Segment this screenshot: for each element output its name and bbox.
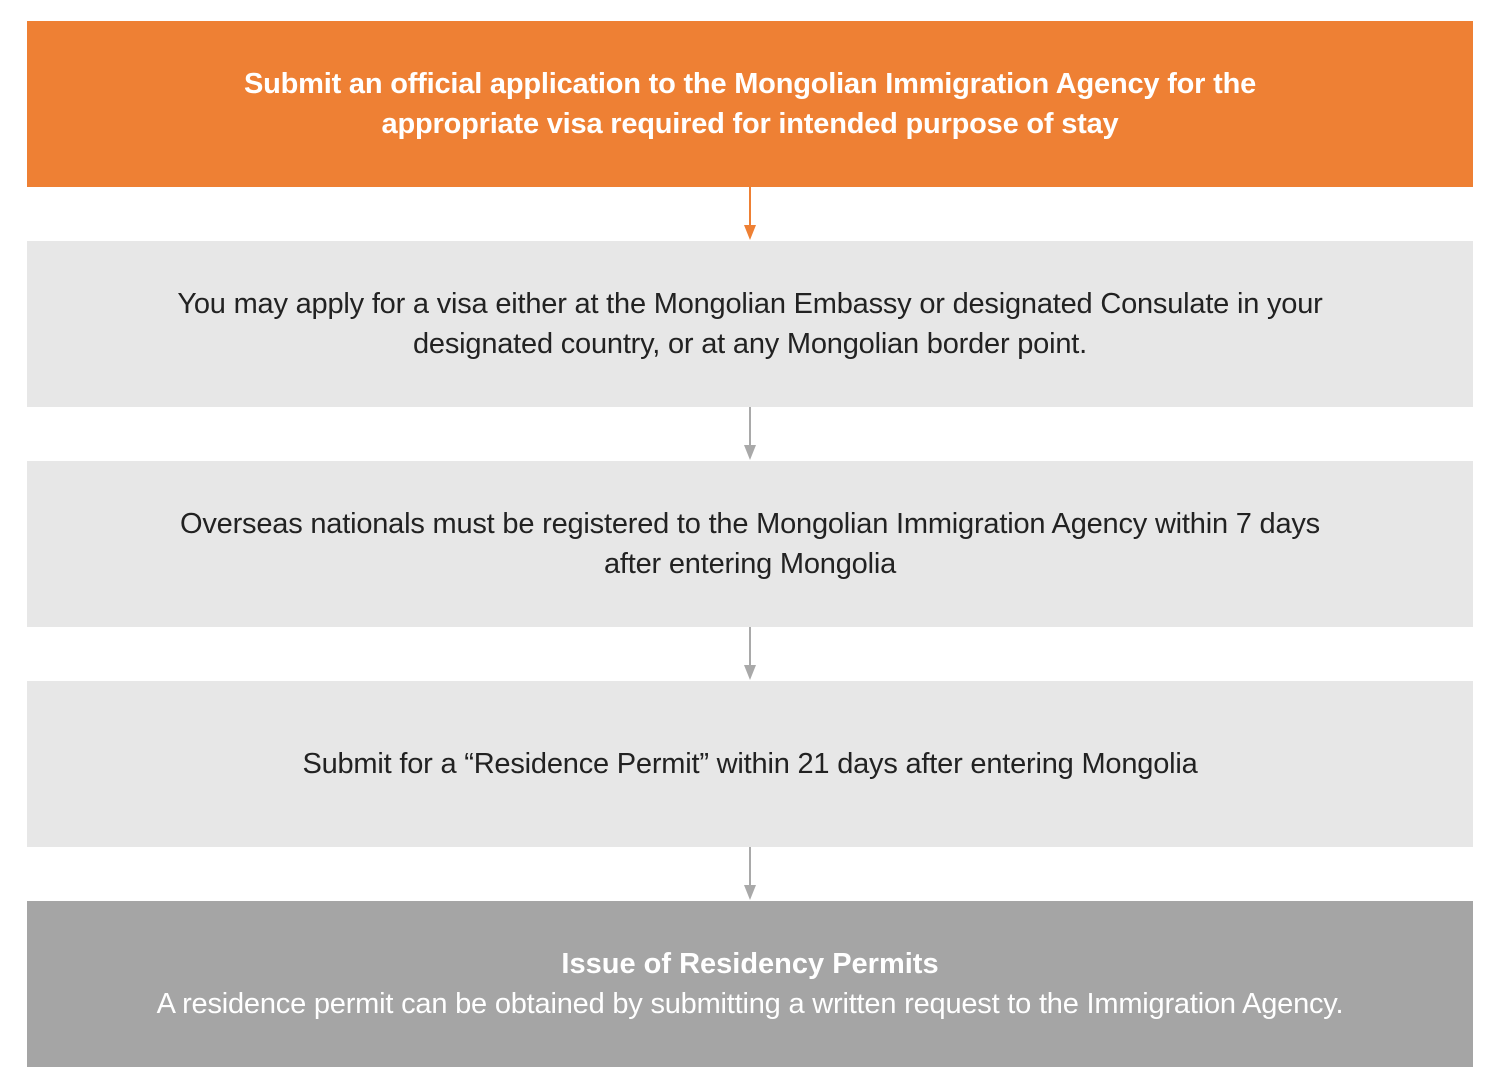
arrow-down-icon bbox=[740, 627, 760, 681]
step-text: You may apply for a visa either at the Mongolian Embassy or designated Consulate in your designated country, or at any Mongolian border point. bbox=[177, 288, 1323, 360]
arrow-down-icon bbox=[740, 187, 760, 241]
step-submit-application bbox=[27, 21, 1473, 187]
step-text: A residence permit can be obtained by submitting a written request to the Immigration Agency. bbox=[156, 988, 1344, 1020]
step-text: Overseas nationals must be registered to the Mongolian Immigration Agency within 7 days after entering Mongolia bbox=[180, 508, 1320, 580]
arrow-down-icon bbox=[740, 847, 760, 901]
step-text: Submit for a “Residence Permit” within 21 days after entering Mongolia bbox=[302, 748, 1198, 780]
step-register bbox=[27, 461, 1473, 627]
step-title: Issue of Residency Permits bbox=[561, 948, 939, 980]
step-residence-permit-submission bbox=[27, 681, 1473, 847]
step-text: Submit an official application to the Mongolian Immigration Agency for the appropriate visa required for intended purpose of stay bbox=[243, 68, 1257, 140]
step-issue-residency-permits bbox=[27, 901, 1473, 1067]
step-apply-visa bbox=[27, 241, 1473, 407]
arrow-down-icon bbox=[740, 407, 760, 461]
